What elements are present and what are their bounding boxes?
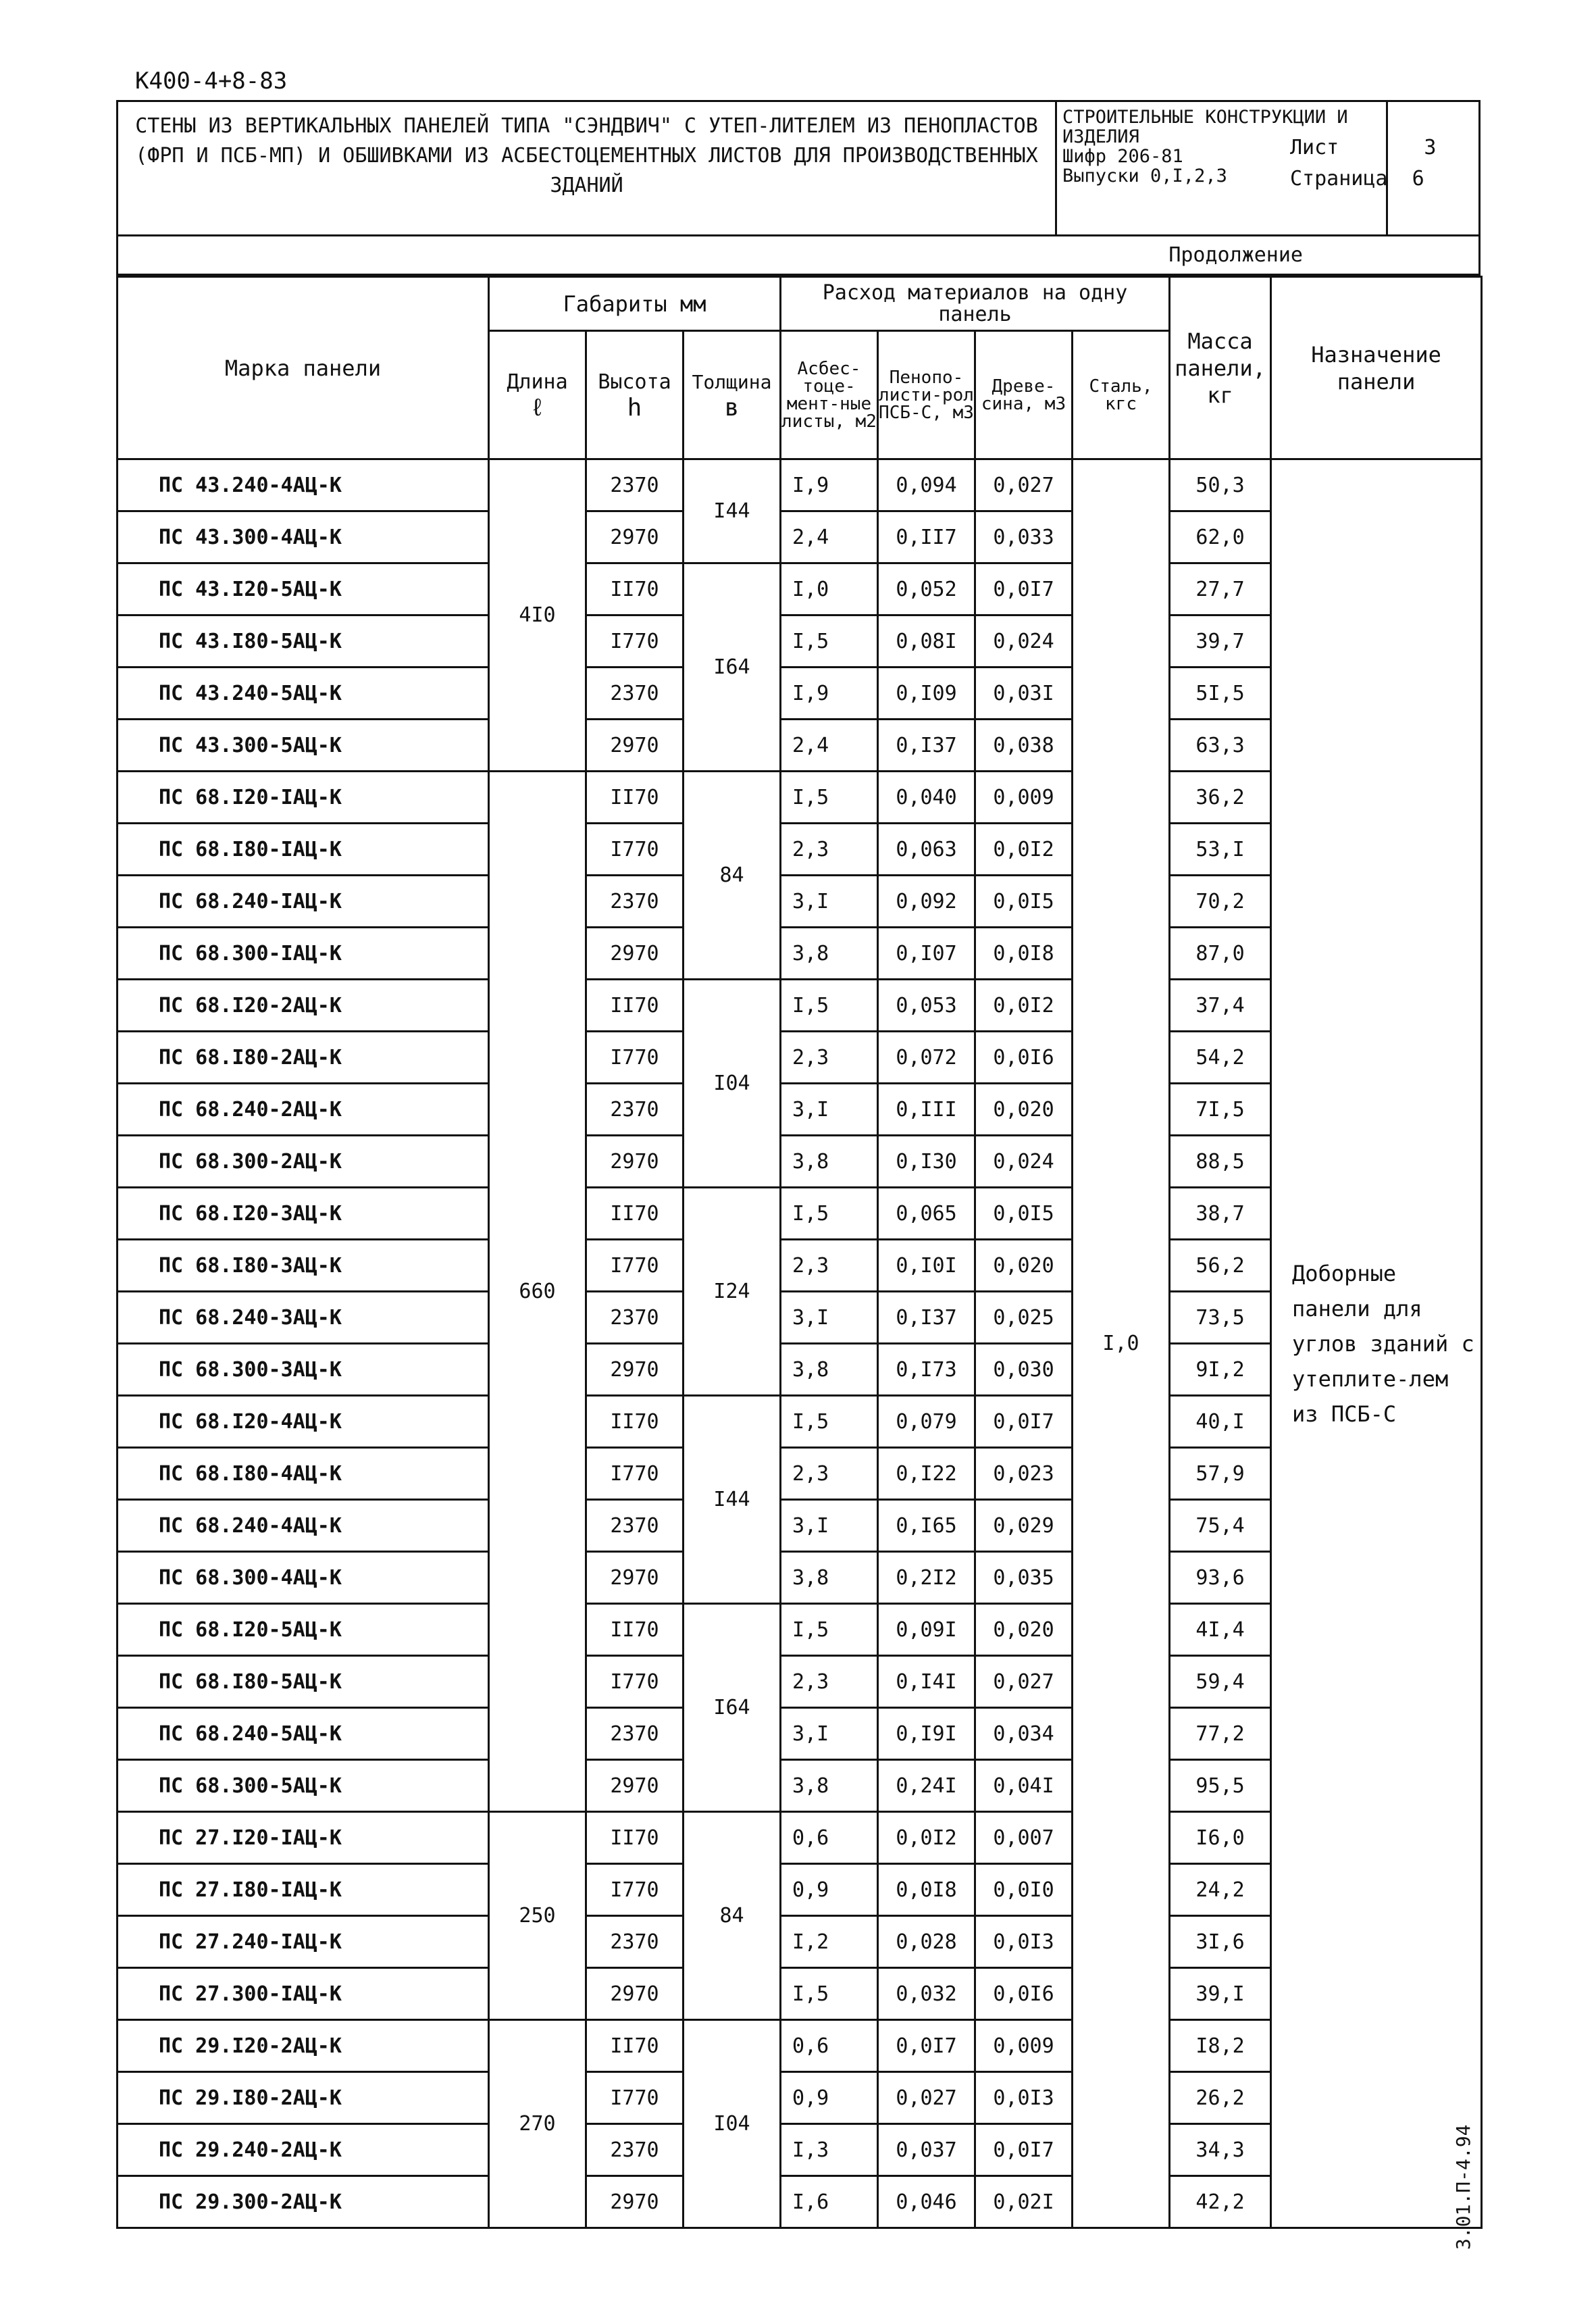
wood-value: 0,020 bbox=[975, 1084, 1073, 1136]
panel-height: 2970 bbox=[586, 1552, 684, 1604]
panel-height: 2970 bbox=[586, 928, 684, 980]
table-body bbox=[118, 459, 1482, 2228]
foam-value: 0,I4I bbox=[878, 1656, 975, 1708]
panel-mass: 37,4 bbox=[1170, 980, 1271, 1032]
col-foam: Пенопо-листи-рол ПСБ-С, м3 bbox=[878, 331, 975, 459]
panel-mass: 3I,6 bbox=[1170, 1916, 1271, 1968]
panel-height: 2370 bbox=[586, 1084, 684, 1136]
asbestos-value: 3,8 bbox=[781, 928, 878, 980]
panel-height: 2370 bbox=[586, 1708, 684, 1760]
wood-value: 0,0I6 bbox=[975, 1968, 1073, 2020]
panel-height: I770 bbox=[586, 615, 684, 668]
wood-value: 0,009 bbox=[975, 2020, 1073, 2072]
foam-value: 0,I9I bbox=[878, 1708, 975, 1760]
panel-height: 2370 bbox=[586, 668, 684, 720]
side-code: 3.01.П-4.94 bbox=[1452, 2124, 1474, 2250]
panels-table bbox=[116, 276, 1483, 2229]
foam-value: 0,II7 bbox=[878, 511, 975, 563]
panel-thickness: I44 bbox=[684, 459, 781, 563]
panel-mark: ПС 43.I20-5АЦ-К bbox=[118, 563, 489, 615]
issues-label: Выпуски 0,I,2,3 bbox=[1062, 166, 1227, 186]
table-row bbox=[118, 459, 1482, 511]
panel-mass: 75,4 bbox=[1170, 1500, 1271, 1552]
wood-value: 0,009 bbox=[975, 772, 1073, 824]
asbestos-value: 2,3 bbox=[781, 1240, 878, 1292]
foam-value: 0,028 bbox=[878, 1916, 975, 1968]
asbestos-value: I,3 bbox=[781, 2124, 878, 2176]
panel-height: I770 bbox=[586, 1864, 684, 1916]
foam-value: 0,072 bbox=[878, 1032, 975, 1084]
asbestos-value: I,5 bbox=[781, 1604, 878, 1656]
col-asbestos: Асбес-тоце-мент-ные листы, м2 bbox=[781, 331, 878, 459]
foam-value: 0,046 bbox=[878, 2176, 975, 2228]
wood-value: 0,0I6 bbox=[975, 1032, 1073, 1084]
panel-mark: ПС 68.I20-2АЦ-К bbox=[118, 980, 489, 1032]
panel-mark: ПС 68.I20-5АЦ-К bbox=[118, 1604, 489, 1656]
panel-mark: ПС 29.I80-2АЦ-К bbox=[118, 2072, 489, 2124]
wood-value: 0,0I5 bbox=[975, 1188, 1073, 1240]
col-mark: Марка панели bbox=[118, 277, 489, 459]
foam-value: 0,08I bbox=[878, 615, 975, 668]
panel-height: 2970 bbox=[586, 1968, 684, 2020]
col-materials-group: Расход материалов на одну панель bbox=[781, 277, 1170, 331]
panel-height: 2370 bbox=[586, 1500, 684, 1552]
wood-value: 0,025 bbox=[975, 1292, 1073, 1344]
panel-thickness: I44 bbox=[684, 1396, 781, 1604]
panel-height: I770 bbox=[586, 1240, 684, 1292]
document-title: СТЕНЫ ИЗ ВЕРТИКАЛЬНЫХ ПАНЕЛЕЙ ТИПА "СЭНДВИЧ" С УТЕП-ЛИТЕЛЕМ ИЗ ПЕНОПЛАСТОВ (ФРП И ПСБ-МП) И ОБШИВКАМИ ИЗ АСБЕСТОЦЕМЕНТНЫХ ЛИСТОВ ДЛЯ ПРОИЗВОДСТВЕННЫХ ЗДАНИЙ bbox=[118, 102, 1057, 234]
panel-mark: ПС 29.I20-2АЦ-К bbox=[118, 2020, 489, 2072]
panel-height: II70 bbox=[586, 2020, 684, 2072]
panel-height: II70 bbox=[586, 1812, 684, 1864]
asbestos-value: 3,8 bbox=[781, 1344, 878, 1396]
col-length-label: Длина bbox=[507, 370, 568, 394]
col-height-label: Высота bbox=[598, 370, 671, 394]
panel-mark: ПС 68.300-5АЦ-К bbox=[118, 1760, 489, 1812]
foam-value: 0,040 bbox=[878, 772, 975, 824]
foam-value: 0,09I bbox=[878, 1604, 975, 1656]
asbestos-value: I,5 bbox=[781, 1188, 878, 1240]
foam-value: 0,079 bbox=[878, 1396, 975, 1448]
panel-thickness: I04 bbox=[684, 2020, 781, 2228]
panel-mass: 36,2 bbox=[1170, 772, 1271, 824]
asbestos-value: 3,I bbox=[781, 1500, 878, 1552]
panel-mass: 88,5 bbox=[1170, 1136, 1271, 1188]
panel-mark: ПС 29.300-2АЦ-К bbox=[118, 2176, 489, 2228]
panel-height: I770 bbox=[586, 1656, 684, 1708]
panel-mark: ПС 68.I20-IАЦ-К bbox=[118, 772, 489, 824]
col-steel: Сталь, кгс bbox=[1073, 331, 1170, 459]
panel-length: 4I0 bbox=[489, 459, 586, 772]
foam-value: 0,I0I bbox=[878, 1240, 975, 1292]
wood-value: 0,033 bbox=[975, 511, 1073, 563]
asbestos-value: I,5 bbox=[781, 772, 878, 824]
panel-mark: ПС 27.I20-IАЦ-К bbox=[118, 1812, 489, 1864]
panel-height: II70 bbox=[586, 563, 684, 615]
wood-value: 0,027 bbox=[975, 459, 1073, 511]
foam-value: 0,0I7 bbox=[878, 2020, 975, 2072]
wood-value: 0,0I2 bbox=[975, 980, 1073, 1032]
panel-mark: ПС 68.300-2АЦ-К bbox=[118, 1136, 489, 1188]
foam-value: 0,094 bbox=[878, 459, 975, 511]
panel-height: II70 bbox=[586, 1604, 684, 1656]
foam-value: 0,I09 bbox=[878, 668, 975, 720]
panel-mass: 4I,4 bbox=[1170, 1604, 1271, 1656]
panel-mass: 57,9 bbox=[1170, 1448, 1271, 1500]
panel-mass: 87,0 bbox=[1170, 928, 1271, 980]
wood-value: 0,0I7 bbox=[975, 1396, 1073, 1448]
col-thickness-label: Толщина bbox=[692, 370, 772, 393]
panel-height: 2970 bbox=[586, 511, 684, 563]
wood-value: 0,029 bbox=[975, 1500, 1073, 1552]
col-mass: Масса панели, кг bbox=[1170, 277, 1271, 459]
foam-value: 0,I07 bbox=[878, 928, 975, 980]
foam-value: 0,052 bbox=[878, 563, 975, 615]
panel-mark: ПС 27.300-IАЦ-К bbox=[118, 1968, 489, 2020]
panel-thickness: I24 bbox=[684, 1188, 781, 1396]
panel-mass: 39,7 bbox=[1170, 615, 1271, 668]
asbestos-value: I,5 bbox=[781, 1396, 878, 1448]
panel-mark: ПС 68.240-4АЦ-К bbox=[118, 1500, 489, 1552]
foam-value: 0,0I8 bbox=[878, 1864, 975, 1916]
panel-mark: ПС 68.240-2АЦ-К bbox=[118, 1084, 489, 1136]
wood-value: 0,020 bbox=[975, 1604, 1073, 1656]
wood-value: 0,035 bbox=[975, 1552, 1073, 1604]
panel-height: 2970 bbox=[586, 1760, 684, 1812]
col-purpose: Назначение панели bbox=[1271, 277, 1482, 459]
panel-mass: 5I,5 bbox=[1170, 668, 1271, 720]
asbestos-value: 2,4 bbox=[781, 511, 878, 563]
sheet-line bbox=[1290, 132, 1472, 164]
asbestos-value: 2,3 bbox=[781, 1656, 878, 1708]
asbestos-value: 2,3 bbox=[781, 824, 878, 876]
foam-value: 0,I65 bbox=[878, 1500, 975, 1552]
foam-value: 0,I37 bbox=[878, 1292, 975, 1344]
panel-mass: 40,I bbox=[1170, 1396, 1271, 1448]
panel-height: 2370 bbox=[586, 2124, 684, 2176]
asbestos-value: 3,I bbox=[781, 1292, 878, 1344]
wood-value: 0,024 bbox=[975, 615, 1073, 668]
panel-mark: ПС 68.300-IАЦ-К bbox=[118, 928, 489, 980]
title-block bbox=[116, 100, 1481, 236]
wood-value: 0,023 bbox=[975, 1448, 1073, 1500]
panel-mass: 59,4 bbox=[1170, 1656, 1271, 1708]
col-length bbox=[489, 331, 586, 459]
col-dims-group: Габариты мм bbox=[489, 277, 781, 331]
panel-mark: ПС 68.I80-3АЦ-К bbox=[118, 1240, 489, 1292]
foam-value: 0,III bbox=[878, 1084, 975, 1136]
col-length-symbol: ℓ bbox=[530, 393, 545, 422]
continuation-label: Продолжение bbox=[1168, 243, 1303, 267]
col-thickness-symbol: в bbox=[724, 393, 740, 422]
panel-mass: 24,2 bbox=[1170, 1864, 1271, 1916]
wood-value: 0,030 bbox=[975, 1344, 1073, 1396]
asbestos-value: 2,4 bbox=[781, 720, 878, 772]
asbestos-value: I,6 bbox=[781, 2176, 878, 2228]
panel-mass: 9I,2 bbox=[1170, 1344, 1271, 1396]
foam-value: 0,063 bbox=[878, 824, 975, 876]
panel-mark: ПС 68.I80-IАЦ-К bbox=[118, 824, 489, 876]
panel-mass: 62,0 bbox=[1170, 511, 1271, 563]
panel-height: I770 bbox=[586, 2072, 684, 2124]
foam-value: 0,065 bbox=[878, 1188, 975, 1240]
asbestos-value: 3,8 bbox=[781, 1760, 878, 1812]
asbestos-value: 3,8 bbox=[781, 1552, 878, 1604]
steel-value: I,0 bbox=[1073, 459, 1170, 2228]
wood-value: 0,024 bbox=[975, 1136, 1073, 1188]
foam-value: 0,I30 bbox=[878, 1136, 975, 1188]
panel-height: I770 bbox=[586, 1448, 684, 1500]
panel-length: 250 bbox=[489, 1812, 586, 2020]
document-code: К400-4+8-83 bbox=[135, 68, 288, 95]
panel-mark: ПС 68.300-4АЦ-К bbox=[118, 1552, 489, 1604]
panel-mass: 42,2 bbox=[1170, 2176, 1271, 2228]
panel-height: II70 bbox=[586, 772, 684, 824]
wood-value: 0,04I bbox=[975, 1760, 1073, 1812]
wood-value: 0,0I0 bbox=[975, 1864, 1073, 1916]
page-line bbox=[1290, 164, 1472, 195]
panel-mark: ПС 68.240-5АЦ-К bbox=[118, 1708, 489, 1760]
panel-mark: ПС 68.I20-4АЦ-К bbox=[118, 1396, 489, 1448]
panel-height: II70 bbox=[586, 980, 684, 1032]
panel-mass: 27,7 bbox=[1170, 563, 1271, 615]
panel-height: 2970 bbox=[586, 2176, 684, 2228]
panel-length: 270 bbox=[489, 2020, 586, 2228]
asbestos-value: 3,I bbox=[781, 1708, 878, 1760]
wood-value: 0,02I bbox=[975, 2176, 1073, 2228]
panel-length: 660 bbox=[489, 772, 586, 1812]
panel-mark: ПС 43.240-5АЦ-К bbox=[118, 668, 489, 720]
foam-value: 0,032 bbox=[878, 1968, 975, 2020]
panel-height: 2370 bbox=[586, 459, 684, 511]
foam-value: 0,2I2 bbox=[878, 1552, 975, 1604]
panel-mark: ПС 43.240-4АЦ-К bbox=[118, 459, 489, 511]
panel-mark: ПС 27.I80-IАЦ-К bbox=[118, 1864, 489, 1916]
table-head bbox=[118, 277, 1482, 459]
panel-height: II70 bbox=[586, 1188, 684, 1240]
foam-value: 0,I22 bbox=[878, 1448, 975, 1500]
col-height bbox=[586, 331, 684, 459]
panel-mass: I8,2 bbox=[1170, 2020, 1271, 2072]
panel-mass: 93,6 bbox=[1170, 1552, 1271, 1604]
panel-thickness: 84 bbox=[684, 772, 781, 980]
panel-mass: 7I,5 bbox=[1170, 1084, 1271, 1136]
wood-value: 0,038 bbox=[975, 720, 1073, 772]
panel-height: II70 bbox=[586, 1396, 684, 1448]
asbestos-value: 3,I bbox=[781, 876, 878, 928]
panel-mark: ПС 68.I80-4АЦ-К bbox=[118, 1448, 489, 1500]
panel-mass: 53,I bbox=[1170, 824, 1271, 876]
panel-thickness: I64 bbox=[684, 563, 781, 772]
asbestos-value: 2,3 bbox=[781, 1032, 878, 1084]
sheet-label: Лист bbox=[1290, 136, 1339, 159]
asbestos-value: 3,I bbox=[781, 1084, 878, 1136]
wood-value: 0,0I2 bbox=[975, 824, 1073, 876]
panel-height: 2970 bbox=[586, 720, 684, 772]
panel-mass: 54,2 bbox=[1170, 1032, 1271, 1084]
panel-height: 2370 bbox=[586, 1916, 684, 1968]
asbestos-value: I,0 bbox=[781, 563, 878, 615]
panel-thickness: I04 bbox=[684, 980, 781, 1188]
panel-mass: 70,2 bbox=[1170, 876, 1271, 928]
wood-value: 0,0I7 bbox=[975, 2124, 1073, 2176]
foam-value: 0,053 bbox=[878, 980, 975, 1032]
wood-value: 0,0I3 bbox=[975, 1916, 1073, 1968]
wood-value: 0,020 bbox=[975, 1240, 1073, 1292]
panel-mass: 34,3 bbox=[1170, 2124, 1271, 2176]
panels-table-wrapper bbox=[116, 276, 1481, 2229]
wood-value: 0,034 bbox=[975, 1708, 1073, 1760]
wood-value: 0,0I5 bbox=[975, 876, 1073, 928]
sheet-number: 3 bbox=[1424, 136, 1437, 159]
asbestos-value: 2,3 bbox=[781, 1448, 878, 1500]
panel-thickness: I64 bbox=[684, 1604, 781, 1812]
panel-mass: 26,2 bbox=[1170, 2072, 1271, 2124]
col-height-symbol: h bbox=[627, 393, 642, 422]
panel-mass: 56,2 bbox=[1170, 1240, 1271, 1292]
foam-value: 0,0I2 bbox=[878, 1812, 975, 1864]
panel-mark: ПС 43.300-4АЦ-К bbox=[118, 511, 489, 563]
wood-value: 0,0I3 bbox=[975, 2072, 1073, 2124]
wood-value: 0,007 bbox=[975, 1812, 1073, 1864]
page-label: Страница bbox=[1290, 167, 1388, 191]
panel-mass: 77,2 bbox=[1170, 1708, 1271, 1760]
panel-thickness: 84 bbox=[684, 1812, 781, 2020]
page-number: 6 bbox=[1412, 167, 1424, 191]
panel-mass: 38,7 bbox=[1170, 1188, 1271, 1240]
asbestos-value: 0,6 bbox=[781, 2020, 878, 2072]
panel-height: 2370 bbox=[586, 876, 684, 928]
panel-height: I770 bbox=[586, 824, 684, 876]
panel-mark: ПС 43.I80-5АЦ-К bbox=[118, 615, 489, 668]
category-label: СТРОИТЕЛЬНЫЕ КОНСТРУКЦИИ И ИЗДЕЛИЯ bbox=[1062, 107, 1348, 147]
panel-height: 2370 bbox=[586, 1292, 684, 1344]
col-thickness bbox=[684, 331, 781, 459]
sheet-page-box bbox=[1290, 132, 1472, 195]
panel-purpose: Доборные панели для углов зданий с утеплите-лем из ПСБ-С bbox=[1271, 459, 1482, 2228]
panel-mark: ПС 68.I20-3АЦ-К bbox=[118, 1188, 489, 1240]
foam-value: 0,037 bbox=[878, 2124, 975, 2176]
wood-value: 0,0I7 bbox=[975, 563, 1073, 615]
panel-mark: ПС 68.240-3АЦ-К bbox=[118, 1292, 489, 1344]
asbestos-value: I,2 bbox=[781, 1916, 878, 1968]
foam-value: 0,24I bbox=[878, 1760, 975, 1812]
wood-value: 0,027 bbox=[975, 1656, 1073, 1708]
panel-mark: ПС 43.300-5АЦ-К bbox=[118, 720, 489, 772]
foam-value: 0,027 bbox=[878, 2072, 975, 2124]
asbestos-value: 0,6 bbox=[781, 1812, 878, 1864]
wood-value: 0,03I bbox=[975, 668, 1073, 720]
asbestos-value: 0,9 bbox=[781, 2072, 878, 2124]
panel-mark: ПС 27.240-IАЦ-К bbox=[118, 1916, 489, 1968]
panel-mass: I6,0 bbox=[1170, 1812, 1271, 1864]
foam-value: 0,I37 bbox=[878, 720, 975, 772]
asbestos-value: I,5 bbox=[781, 980, 878, 1032]
asbestos-value: I,9 bbox=[781, 459, 878, 511]
asbestos-value: 0,9 bbox=[781, 1864, 878, 1916]
asbestos-value: I,5 bbox=[781, 1968, 878, 2020]
panel-height: 2970 bbox=[586, 1136, 684, 1188]
wood-value: 0,0I8 bbox=[975, 928, 1073, 980]
panel-mark: ПС 29.240-2АЦ-К bbox=[118, 2124, 489, 2176]
col-wood: Древе-сина, м3 bbox=[975, 331, 1073, 459]
panel-mass: 63,3 bbox=[1170, 720, 1271, 772]
panel-mark: ПС 68.240-IАЦ-К bbox=[118, 876, 489, 928]
asbestos-value: 3,8 bbox=[781, 1136, 878, 1188]
panel-height: 2970 bbox=[586, 1344, 684, 1396]
panel-mass: 73,5 bbox=[1170, 1292, 1271, 1344]
panel-mark: ПС 68.300-3АЦ-К bbox=[118, 1344, 489, 1396]
continuation-row bbox=[116, 236, 1481, 276]
panel-height: I770 bbox=[586, 1032, 684, 1084]
panel-mark: ПС 68.I80-5АЦ-К bbox=[118, 1656, 489, 1708]
foam-value: 0,092 bbox=[878, 876, 975, 928]
asbestos-value: I,9 bbox=[781, 668, 878, 720]
asbestos-value: I,5 bbox=[781, 615, 878, 668]
panel-mass: 50,3 bbox=[1170, 459, 1271, 511]
cipher-label: Шифр 206-81 bbox=[1062, 146, 1183, 167]
panel-mass: 95,5 bbox=[1170, 1760, 1271, 1812]
foam-value: 0,I73 bbox=[878, 1344, 975, 1396]
panel-mark: ПС 68.I80-2АЦ-К bbox=[118, 1032, 489, 1084]
panel-mass: 39,I bbox=[1170, 1968, 1271, 2020]
